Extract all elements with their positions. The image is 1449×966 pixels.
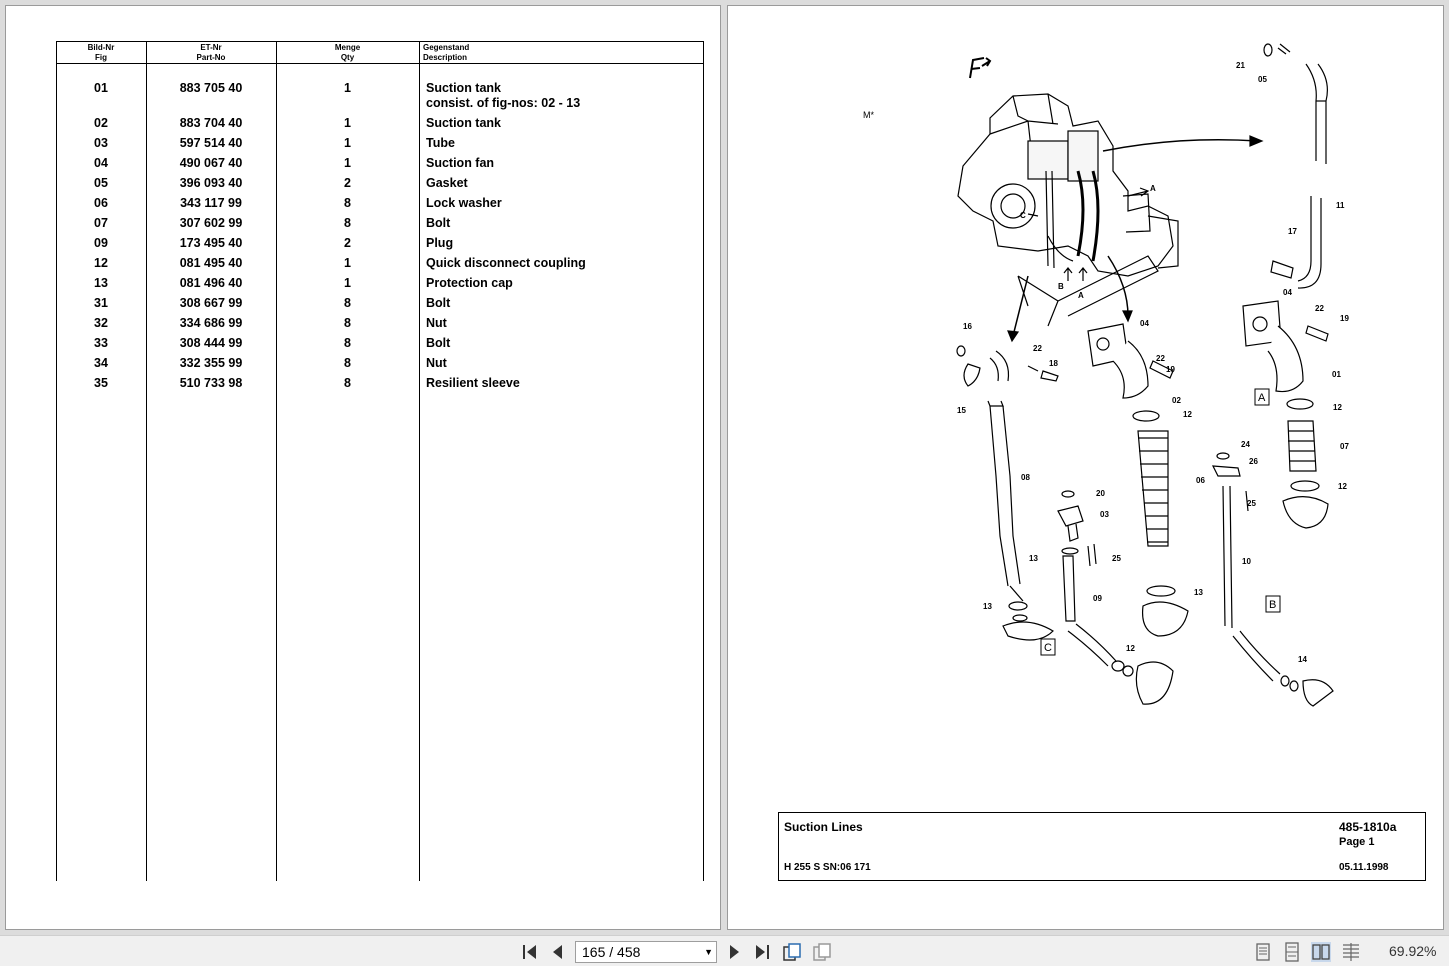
callout-label: 13 — [983, 602, 992, 611]
callout-label: 10 — [1242, 557, 1251, 566]
cell-qty: 1 — [344, 136, 351, 150]
callout-label: 05 — [1258, 75, 1267, 84]
callout-label: 13 — [1029, 554, 1038, 563]
exploded-view-drawing — [728, 6, 1445, 806]
cell-fig: 33 — [94, 336, 108, 350]
cell-fig: 34 — [94, 356, 108, 370]
cell-part-no: 883 705 40 — [179, 81, 243, 95]
cell-description — [426, 336, 450, 351]
description-text: Tube — [426, 136, 455, 150]
cell-part-no: 307 602 99 — [179, 216, 243, 230]
cell-part-no: 490 067 40 — [179, 156, 243, 170]
table-row — [56, 81, 704, 116]
table-row — [56, 256, 704, 276]
parts-rows — [56, 81, 704, 396]
description-text: Lock washer — [426, 196, 502, 210]
callout-label: 12 — [1338, 482, 1347, 491]
description-text: Quick disconnect coupling — [426, 256, 586, 270]
cell-fig: 03 — [94, 136, 108, 150]
cell-qty: 8 — [344, 196, 351, 210]
description-text: Bolt — [426, 336, 451, 350]
callout-label: 22 — [1156, 354, 1165, 363]
description-text: Suction tank — [426, 116, 502, 130]
cell-description — [426, 196, 502, 211]
marker-m: M* — [863, 110, 874, 120]
cell-qty: 1 — [344, 156, 351, 170]
model-serial: H 255 S SN:06 171 — [784, 862, 871, 873]
cell-qty: 1 — [344, 116, 351, 130]
callout-label: 09 — [1093, 594, 1102, 603]
cell-fig: 09 — [94, 236, 108, 250]
cell-qty: 1 — [344, 276, 351, 290]
title-block — [778, 812, 1426, 881]
table-row — [56, 276, 704, 296]
description-text: Gasket — [426, 176, 468, 190]
section-label: A — [1258, 392, 1266, 404]
description-text: Nut — [426, 356, 447, 370]
last-page-icon[interactable] — [752, 942, 772, 962]
cell-part-no: 308 444 99 — [179, 336, 243, 350]
cell-description — [426, 316, 447, 331]
two-page-continuous-icon[interactable] — [1341, 942, 1361, 962]
cell-fig: 02 — [94, 116, 108, 130]
callout-label: 04 — [1140, 319, 1149, 328]
cell-description — [426, 116, 501, 131]
section-label: C — [1044, 642, 1052, 654]
cell-description — [426, 256, 586, 271]
drawing-page — [727, 5, 1444, 930]
callout-label: 19 — [1166, 365, 1175, 374]
callout-label: 03 — [1100, 510, 1109, 519]
description-text: Suction tank — [426, 81, 502, 95]
callout-label: 15 — [957, 406, 966, 415]
cell-qty: 8 — [344, 216, 351, 230]
cell-fig: 06 — [94, 196, 108, 210]
zoom-level[interactable]: 69.92% — [1389, 943, 1437, 959]
callout-label: 19 — [1340, 314, 1349, 323]
table-row — [56, 216, 704, 236]
cell-fig: 05 — [94, 176, 108, 190]
cell-qty: 2 — [344, 236, 351, 250]
callout-label: 25 — [1112, 554, 1121, 563]
two-page-icon[interactable] — [1311, 942, 1331, 962]
callout-label: A — [1150, 184, 1156, 193]
cell-fig: 32 — [94, 316, 108, 330]
table-row — [56, 376, 704, 396]
cell-description — [426, 176, 468, 191]
callout-label: 12 — [1126, 644, 1135, 653]
callout-label: 01 — [1332, 370, 1341, 379]
callout-label: C — [1020, 211, 1026, 220]
table-row — [56, 316, 704, 336]
cell-description — [426, 81, 580, 111]
cell-part-no: 343 117 99 — [180, 196, 242, 210]
table-row — [56, 156, 704, 176]
callout-label: 14 — [1298, 655, 1307, 664]
single-page-icon[interactable] — [1253, 942, 1273, 962]
cell-part-no: 396 093 40 — [179, 176, 243, 190]
parts-list-page — [5, 5, 721, 930]
fit-width-icon[interactable] — [812, 942, 832, 962]
callout-label: 02 — [1172, 396, 1181, 405]
description-text: Suction fan — [426, 156, 495, 170]
cell-fig: 13 — [94, 276, 108, 290]
machine-assembly — [958, 94, 1178, 326]
callout-label: 06 — [1196, 476, 1205, 485]
cell-part-no: 081 496 40 — [179, 276, 243, 290]
callout-label: 26 — [1249, 457, 1258, 466]
cell-description — [426, 376, 520, 391]
cell-qty: 8 — [344, 336, 351, 350]
section-label: B — [1269, 599, 1277, 611]
callout-label: 12 — [1333, 403, 1342, 412]
cell-description — [426, 216, 450, 231]
cell-qty: 2 — [344, 176, 351, 190]
table-row — [56, 136, 704, 156]
viewer-toolbar — [0, 935, 1449, 966]
page-label: Page 1 — [1339, 836, 1375, 848]
first-page-icon[interactable] — [520, 942, 540, 962]
cell-part-no: 334 686 99 — [179, 316, 243, 330]
cell-qty: 1 — [344, 81, 351, 95]
table-row — [56, 296, 704, 316]
description-text: Bolt — [426, 216, 451, 230]
direction-symbol — [970, 58, 990, 78]
callout-label: 07 — [1340, 442, 1349, 451]
cell-fig: 07 — [94, 216, 108, 230]
cell-fig: 12 — [94, 256, 108, 270]
callout-label: 22 — [1315, 304, 1324, 313]
description-text: Plug — [426, 236, 454, 250]
cell-description — [426, 296, 450, 311]
drawing-date: 05.11.1998 — [1339, 862, 1389, 873]
header-qty: Menge Qty — [334, 43, 361, 62]
description-text: Bolt — [426, 296, 451, 310]
cell-description — [426, 136, 455, 151]
header-description: Gegenstand Description — [423, 43, 470, 62]
header-part-no: ET-Nr Part-No — [196, 43, 226, 62]
callout-label: 13 — [1194, 588, 1203, 597]
description-text: Nut — [426, 316, 447, 330]
cell-qty: 1 — [344, 256, 351, 270]
callout-label: 25 — [1247, 499, 1256, 508]
callout-label: 04 — [1283, 288, 1292, 297]
parts-table — [56, 41, 704, 881]
continuous-icon[interactable] — [1282, 942, 1302, 962]
cell-part-no: 081 495 40 — [179, 256, 243, 270]
callout-label: B — [1058, 282, 1064, 291]
cell-fig: 31 — [94, 296, 108, 310]
callout-label: 17 — [1288, 227, 1297, 236]
cell-qty: 8 — [344, 376, 351, 390]
callout-label: A — [1078, 291, 1084, 300]
cell-qty: 8 — [344, 296, 351, 310]
table-row — [56, 356, 704, 376]
prev-page-icon[interactable] — [548, 942, 568, 962]
callout-label: 18 — [1049, 359, 1058, 368]
cell-part-no: 883 704 40 — [179, 116, 243, 130]
table-row — [56, 196, 704, 216]
cell-description — [426, 356, 447, 371]
cell-part-no: 173 495 40 — [179, 236, 243, 250]
table-row — [56, 176, 704, 196]
document-number: 485-1810a — [1339, 820, 1397, 834]
cell-description — [426, 156, 494, 171]
cell-description — [426, 236, 453, 251]
callout-label: 24 — [1241, 440, 1250, 449]
table-row — [56, 116, 704, 136]
cell-fig: 35 — [94, 376, 108, 390]
table-row — [56, 236, 704, 256]
cell-part-no: 597 514 40 — [179, 136, 243, 150]
callout-label: 20 — [1096, 489, 1105, 498]
description-text: Resilient sleeve — [426, 376, 520, 390]
cell-fig: 01 — [94, 81, 108, 95]
cell-description — [426, 276, 513, 291]
description-note: consist. of fig-nos: 02 - 13 — [426, 96, 581, 110]
header-fig: Bild-Nr Fig — [87, 43, 115, 62]
chevron-down-icon[interactable]: ▼ — [704, 947, 713, 957]
callout-label: 21 — [1236, 61, 1245, 70]
next-page-icon[interactable] — [724, 942, 744, 962]
cell-part-no: 308 667 99 — [179, 296, 243, 310]
page-number-field[interactable]: 165 / 458 ▼ — [575, 941, 717, 963]
description-text: Protection cap — [426, 276, 513, 290]
cell-fig: 04 — [94, 156, 108, 170]
table-row — [56, 336, 704, 356]
callout-label: 22 — [1033, 344, 1042, 353]
callout-label: 16 — [963, 322, 972, 331]
cell-part-no: 510 733 98 — [179, 376, 243, 390]
cell-part-no: 332 355 99 — [179, 356, 243, 370]
callout-label: 12 — [1183, 410, 1192, 419]
drawing-title: Suction Lines — [784, 820, 863, 834]
cell-qty: 8 — [344, 356, 351, 370]
callout-label: 08 — [1021, 473, 1030, 482]
fit-page-icon[interactable] — [782, 942, 802, 962]
callout-label: 11 — [1336, 201, 1345, 210]
cell-qty: 8 — [344, 316, 351, 330]
